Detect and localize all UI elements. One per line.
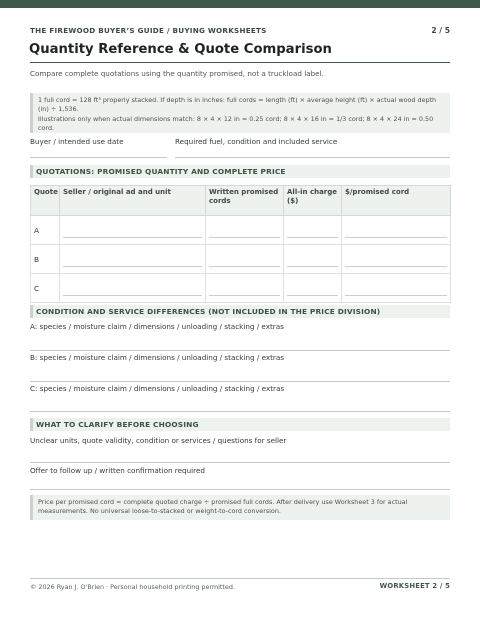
table-row [31,245,451,274]
fuel-field-line[interactable] [175,157,450,158]
running-header [30,26,450,38]
condition-prompt-c: C: species / moisture claim / dimensions / unloading / stacking / extras [30,384,285,393]
condition-line-b[interactable] [30,381,450,382]
quote-table [30,185,451,303]
condition-heading: CONDITION AND SERVICE DIFFERENCES (NOT INCLUDED IN THE PRICE DIVISION) [30,305,450,318]
clarify-prompt-2: Offer to follow up / written confirmation required [30,466,205,475]
price-calculation-note: Price per promised cord = complete quoted charge ÷ promised full cords. After delivery use Worksheet 3 for actual measurements. No universal loose-to-stacked or weight-to-cord conversion. [30,495,450,520]
promised-cords-cell[interactable] [206,216,284,245]
footer-rule [30,578,450,579]
col-quote: Quote [31,186,60,216]
price-per-cord-cell[interactable] [342,245,451,274]
buyer-field-line[interactable] [30,157,167,158]
clarify-line-1[interactable] [30,462,450,463]
row-label: A [31,216,60,245]
clarify-prompt-1: Unclear units, quote validity, condition or services / questions for seller [30,436,287,445]
row-label: C [31,274,60,303]
seller-cell[interactable] [60,274,206,303]
buyer-field-label: Buyer / intended use date [30,137,124,146]
clarify-heading: WHAT TO CLARIFY BEFORE CHOOSING [30,418,450,431]
header-page-number: 2 / 5 [431,26,450,35]
condition-line-a[interactable] [30,350,450,351]
footer-worksheet-number: WORKSHEET 2 / 5 [379,582,450,590]
price-per-cord-cell[interactable] [342,216,451,245]
all-in-charge-cell[interactable] [284,216,342,245]
promised-cords-cell[interactable] [206,274,284,303]
all-in-charge-cell[interactable] [284,274,342,303]
promised-cords-cell[interactable] [206,245,284,274]
footer-copyright: © 2026 Ryan J. O'Brien · Personal household printing permitted. [30,583,235,591]
col-seller: Seller / original ad and unit [60,186,206,216]
quote-table-header [31,186,451,216]
quotations-heading: QUOTATIONS: PROMISED QUANTITY AND COMPLETE PRICE [30,165,450,178]
title-rule [30,62,450,63]
table-row [31,216,451,245]
top-accent-bar [0,0,480,8]
seller-cell[interactable] [60,245,206,274]
fuel-field-label: Required fuel, condition and included service [175,137,338,146]
intro-text: Compare complete quotations using the quantity promised, not a truckload label. [30,69,324,78]
col-price-per-cord: $/promised cord [342,186,451,216]
price-per-cord-cell[interactable] [342,274,451,303]
seller-cell[interactable] [60,216,206,245]
header-series-title: THE FIREWOOD BUYER’S GUIDE / BUYING WORKSHEETS [30,26,267,35]
page-title: Quantity Reference & Quote Comparison [29,42,332,57]
all-in-charge-cell[interactable] [284,245,342,274]
cord-formula: 1 full cord = 128 ft³ properly stacked. If depth is in inches: full cords = length (ft) × average height (ft) × actual wood depth (in) ÷ 1,536. [38,96,437,113]
clarify-line-2[interactable] [30,489,450,490]
condition-line-c[interactable] [30,411,450,412]
condition-prompt-b: B: species / moisture claim / dimensions / unloading / stacking / extras [30,353,285,362]
row-label: B [31,245,60,274]
col-promised-cords: Written promised cords [206,186,284,216]
table-row [31,274,451,303]
condition-prompt-a: A: species / moisture claim / dimensions / unloading / stacking / extras [30,322,284,331]
cord-illustrations: Illustrations only when actual dimensions match: 8 × 4 × 12 in = 0.25 cord; 8 × 4 × 16 in = 1/3 cord; 8 × 4 × 24 in = 0.50 cord. [38,115,434,132]
cord-reference-note [30,93,450,133]
col-all-in-charge: All-in charge ($) [284,186,342,216]
